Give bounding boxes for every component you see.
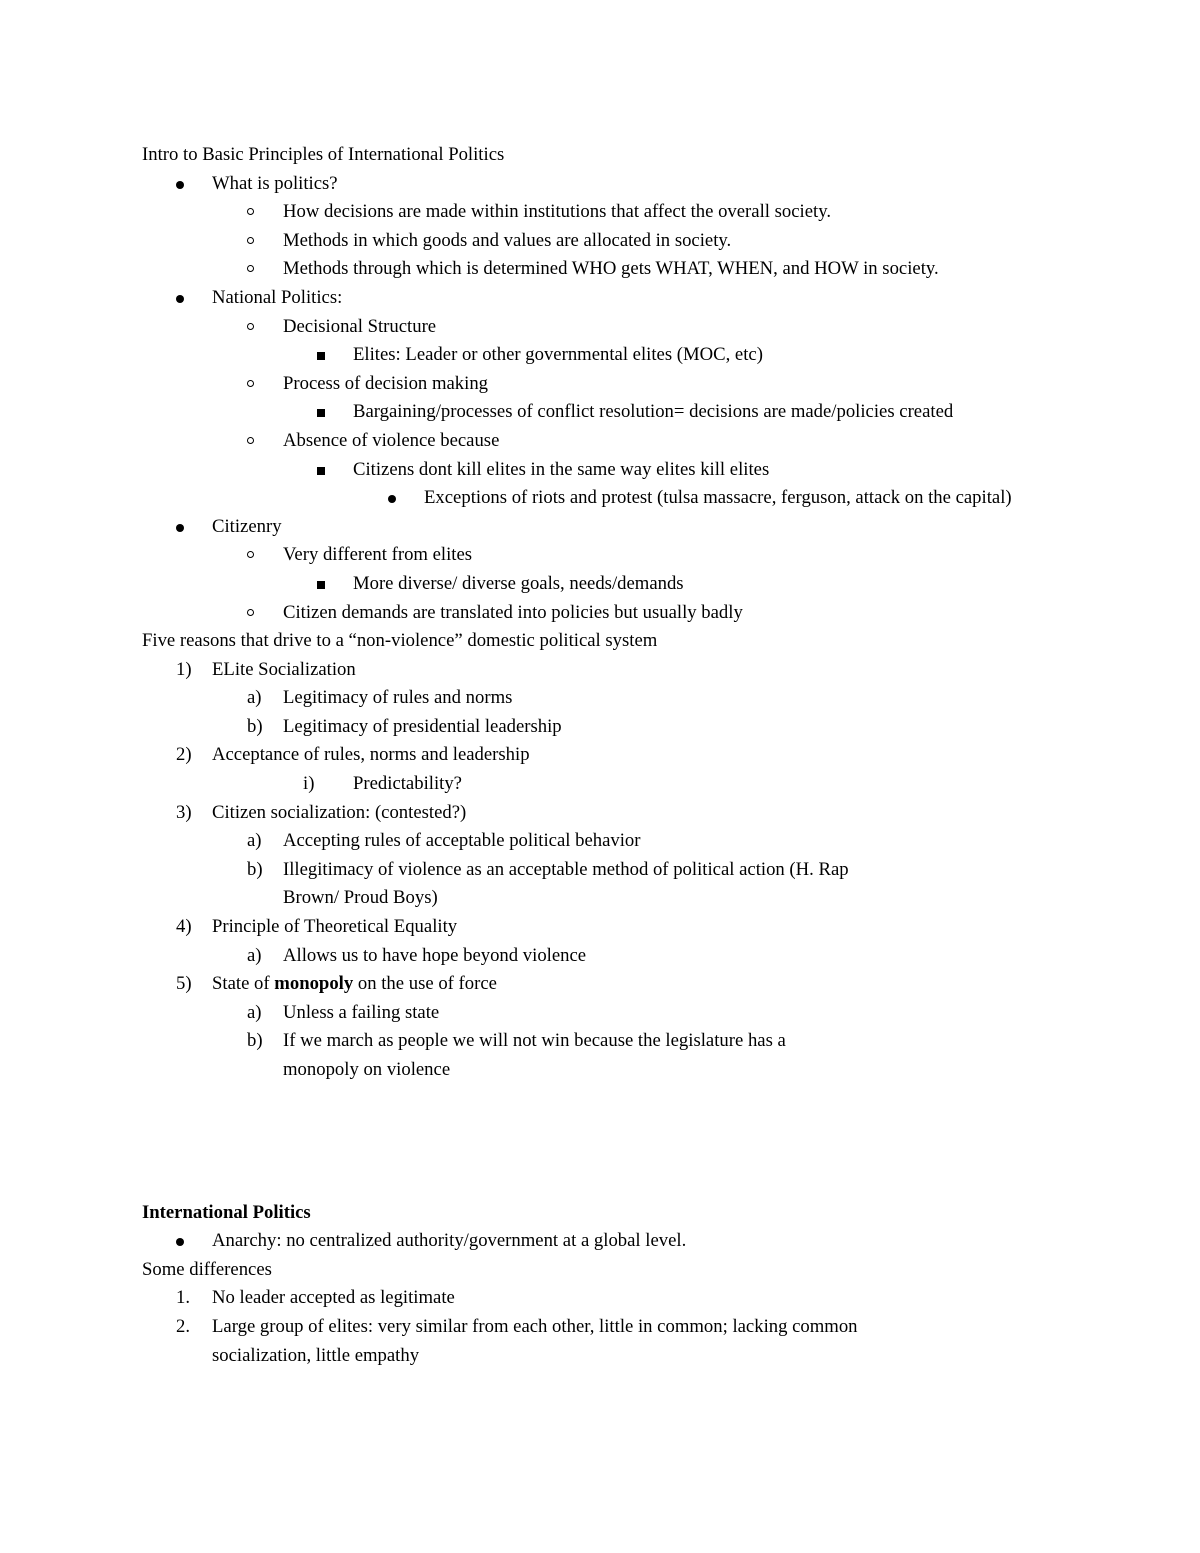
bullet-text: More diverse/ diverse goals, needs/demands xyxy=(353,572,684,594)
item-number: a) xyxy=(247,687,262,709)
bullet-text: Methods in which goods and values are allocated in society. xyxy=(283,229,732,251)
hollow-bullet-icon xyxy=(247,237,254,244)
item-number: 1) xyxy=(176,658,192,680)
item-text: State of xyxy=(212,973,275,995)
heading-text: International Politics xyxy=(142,1201,311,1223)
item-number: 1. xyxy=(176,1287,191,1309)
bullet-text: Absence of violence because xyxy=(283,429,500,451)
bullet-item xyxy=(142,570,1062,599)
item-text: Principle of Theoretical Equality xyxy=(212,916,458,938)
hollow-bullet-icon xyxy=(247,437,254,444)
bullet-item xyxy=(142,599,1062,628)
bullet-item xyxy=(142,398,1062,427)
bullet-item xyxy=(142,170,1062,199)
item-number: 5) xyxy=(176,973,192,995)
numbered-item xyxy=(142,741,1062,770)
item-number: a) xyxy=(247,944,262,966)
hollow-bullet-icon xyxy=(247,208,254,215)
item-text: Large group of elites: very similar from each other, little in common; lacking common socialization, little empathy xyxy=(212,1315,858,1366)
bullet-item xyxy=(142,198,1062,227)
numbered-item xyxy=(142,856,883,913)
hollow-bullet-icon xyxy=(247,265,254,272)
bullet-text: Elites: Leader or other governmental elites (MOC, etc) xyxy=(353,344,763,366)
item-text: Citizen socialization: (contested?) xyxy=(212,801,467,823)
item-number: i) xyxy=(303,773,315,795)
section-title-international xyxy=(142,1199,1062,1228)
item-text: No leader accepted as legitimate xyxy=(212,1287,455,1309)
bullet-text: Very different from elites xyxy=(283,544,473,566)
bullet-item xyxy=(142,513,1062,542)
item-number: 3) xyxy=(176,801,192,823)
bullet-item xyxy=(142,1227,1062,1256)
numbered-item xyxy=(142,827,1062,856)
filled-bullet-icon xyxy=(176,1238,184,1246)
bullet-text: Decisional Structure xyxy=(283,315,437,337)
hollow-bullet-icon xyxy=(247,380,254,387)
numbered-item xyxy=(142,999,1062,1028)
item-text: If we march as people we will not win because the legislature has a monopoly on violence xyxy=(283,1030,786,1080)
bullet-text: Citizens dont kill elites in the same way elites kill elites xyxy=(353,458,770,480)
bullet-text: Process of decision making xyxy=(283,372,489,394)
square-bullet-icon xyxy=(317,581,325,589)
hollow-bullet-icon xyxy=(247,551,254,558)
filled-bullet-icon xyxy=(388,495,396,503)
bullet-text: Methods through which is determined WHO gets WHAT, WHEN, and HOW in society. xyxy=(283,258,939,280)
item-text: Unless a failing state xyxy=(283,1001,440,1023)
numbered-item xyxy=(142,913,1062,942)
item-text: Acceptance of rules, norms and leadership xyxy=(212,744,530,766)
item-number: b) xyxy=(247,858,263,880)
subheading: Some differences xyxy=(142,1258,272,1280)
numbered-item xyxy=(142,1313,892,1370)
bullet-item xyxy=(142,427,1062,456)
numbered-item xyxy=(142,799,1062,828)
numbered-item xyxy=(142,656,1062,685)
square-bullet-icon xyxy=(317,409,325,417)
hollow-bullet-icon xyxy=(247,609,254,616)
square-bullet-icon xyxy=(317,352,325,360)
item-text: Illegitimacy of violence as an acceptable method of political action (H. Rap Brown/ Proud Boys) xyxy=(283,858,849,909)
bold-term: monopoly xyxy=(274,973,354,995)
bullet-item xyxy=(142,370,1062,399)
item-number: a) xyxy=(247,1001,262,1023)
bullet-text: Citizenry xyxy=(212,515,282,537)
item-number: b) xyxy=(247,715,263,737)
document-body xyxy=(142,141,1062,1370)
filled-bullet-icon xyxy=(176,524,184,532)
bullet-item xyxy=(142,255,1062,284)
numbered-item xyxy=(142,713,1062,742)
numbered-item xyxy=(142,684,1062,713)
bullet-text: Citizen demands are translated into policies but usually badly xyxy=(283,601,743,623)
item-text: on the use of force xyxy=(353,973,497,995)
bullet-text: National Politics: xyxy=(212,286,343,308)
section-title-five-reasons: Five reasons that drive to a “non-violence” domestic political system xyxy=(142,630,658,652)
bullet-item xyxy=(142,341,1062,370)
bullet-item xyxy=(142,484,1054,513)
bullet-text: How decisions are made within institutions that affect the overall society. xyxy=(283,201,832,223)
item-number: 2. xyxy=(176,1315,191,1337)
item-text: Allows us to have hope beyond violence xyxy=(283,944,587,966)
numbered-item xyxy=(142,1284,1062,1313)
bullet-item xyxy=(142,456,1062,485)
blank-space xyxy=(142,1085,1062,1199)
numbered-item xyxy=(142,942,1062,971)
filled-bullet-icon xyxy=(176,295,184,303)
bullet-text: Bargaining/processes of conflict resolution= decisions are made/policies created xyxy=(353,401,954,423)
bullet-item xyxy=(142,541,1062,570)
bullet-item xyxy=(142,227,1062,256)
section-title-intro: Intro to Basic Principles of International Politics xyxy=(142,144,505,165)
item-text: Accepting rules of acceptable political behavior xyxy=(283,830,641,852)
filled-bullet-icon xyxy=(176,181,184,189)
bullet-text: Anarchy: no centralized authority/government at a global level. xyxy=(212,1230,687,1252)
item-text: Predictability? xyxy=(353,773,462,795)
bullet-text: Exceptions of riots and protest (tulsa massacre, ferguson, attack on the capital) xyxy=(424,487,1012,509)
bullet-item xyxy=(142,313,1062,342)
item-text: Legitimacy of presidential leadership xyxy=(283,715,562,737)
item-number: 2) xyxy=(176,744,192,766)
item-number: b) xyxy=(247,1030,263,1052)
bullet-text: What is politics? xyxy=(212,172,338,194)
numbered-item xyxy=(142,1027,853,1084)
numbered-item xyxy=(142,970,1062,999)
item-number: a) xyxy=(247,830,262,852)
item-text: Legitimacy of rules and norms xyxy=(283,687,513,709)
hollow-bullet-icon xyxy=(247,323,254,330)
bullet-item xyxy=(142,284,1062,313)
item-text: ELite Socialization xyxy=(212,658,356,680)
item-number: 4) xyxy=(176,916,192,938)
square-bullet-icon xyxy=(317,467,325,475)
numbered-item xyxy=(142,770,1062,799)
